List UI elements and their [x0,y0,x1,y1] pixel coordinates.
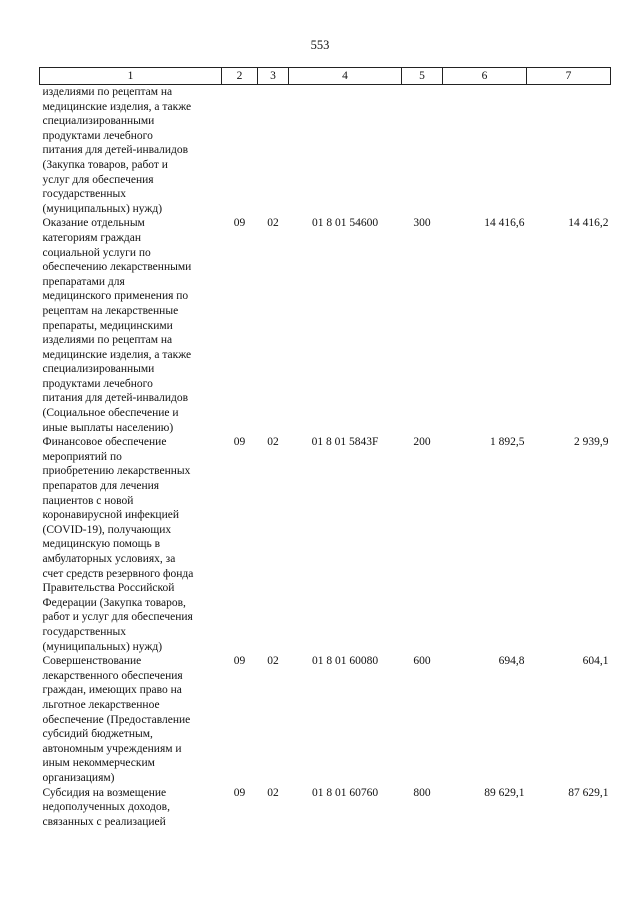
description-line: Совершенствование [42,655,142,668]
description-line: Финансовое обеспечение [42,436,167,449]
budget-table [39,67,611,829]
description-line: обеспечение (Предоставление [42,713,191,726]
description-line: (Социальное обеспечение и [42,407,179,420]
header-cell: 1 [40,68,222,85]
expense-type-cell: 600 [413,655,431,668]
description-line: медицинского применения по [42,290,189,303]
header-cell: 7 [527,68,611,85]
description-line: государственных [42,625,127,638]
amount-cell-col7: 2 939,9 [574,436,609,449]
description-line: государственных [42,188,127,201]
description-line: медицинские изделия, а также [42,100,192,113]
description-cell [40,216,222,435]
description-line: питания для детей-инвалидов [42,144,189,157]
amount-cell-col6 [443,85,527,217]
amount-cell-col6: 89 629,1 [484,786,525,799]
description-line: продуктами лечебного [42,377,153,390]
description-line: (муниципальных) нужд) [42,202,163,215]
description-line: специализированными [42,115,155,128]
description-line: граждан, имеющих право на [42,684,182,697]
description-line: Субсидия на возмещение [42,786,167,799]
description-line: социальной услуги по [42,246,151,259]
description-line: категориям граждан [42,231,142,244]
description-line: счет средств резервного фонда [42,567,194,580]
header-row [40,68,611,85]
description-line: субсидий бюджетным, [42,728,153,741]
section-cell: 09 [233,655,246,668]
description-line: Оказание отдельным [42,217,145,230]
amount-cell-col6: 1 892,5 [490,436,525,449]
description-line: организациям) [42,771,115,784]
description-line: (COVID-19), получающих [42,523,172,536]
description-line: препараты, медицинскими [42,319,173,332]
description-line: недополученных доходов, [42,801,170,814]
header-cell: 3 [258,68,289,85]
target-article-cell: 01 8 01 54600 [311,217,379,230]
header-cell: 4 [289,68,402,85]
expense-type-cell [402,85,443,217]
amount-cell-col7: 87 629,1 [568,786,609,799]
expense-type-cell: 800 [413,786,431,799]
table-row [40,435,611,654]
description-line: мероприятий по [42,450,122,463]
description-line: препаратов для лечения [42,480,160,493]
description-cell [40,654,222,785]
description-line: (Закупка товаров, работ и [42,158,168,171]
description-line: Правительства Российской [42,582,175,595]
description-line: иные выплаты населению) [42,421,174,434]
description-line: Федерации (Закупка товаров, [42,596,186,609]
section-cell: 09 [233,217,246,230]
description-line: иным некоммерческим [42,757,155,770]
table-row [40,786,611,830]
description-line: автономным учреждениям и [42,742,182,755]
subsection-cell: 02 [267,436,279,449]
description-line: коронавирусной инфекцией [42,509,180,522]
target-article-cell: 01 8 01 60080 [311,655,379,668]
description-line: амбулаторных условиях, за [42,553,176,565]
target-article-cell: 01 8 01 60760 [311,786,379,799]
section-cell: 09 [233,786,246,799]
description-line: работ и услуг для обеспечения [42,611,193,624]
description-line: изделиями по рецептам на [42,86,173,98]
table-row [40,85,611,217]
table-row [40,216,611,435]
header-cell: 6 [443,68,527,85]
description-line: рецептам на лекарственные [42,304,179,317]
description-line: изделиями по рецептам на [42,334,173,347]
header-cell: 5 [402,68,443,85]
description-line: (муниципальных) нужд) [42,640,163,653]
description-line: услуг для обеспечения [42,173,154,186]
description-line: пациентов с новой [42,494,134,507]
amount-cell-col7: 14 416,2 [568,217,609,230]
amount-cell-col7: 604,1 [582,655,609,668]
description-line: специализированными [42,363,155,376]
description-line: приобретению лекарственных [42,465,191,478]
table-row [40,654,611,785]
subsection-cell: 02 [267,786,279,799]
description-line: связанных с реализацией [42,815,166,828]
description-line: медицинские изделия, а также [42,348,192,361]
description-cell [40,435,222,654]
description-line: питания для детей-инвалидов [42,392,189,405]
description-line: лекарственного обеспечения [42,669,183,682]
subsection-cell: 02 [267,655,279,668]
description-line: продуктами лечебного [42,129,153,142]
description-line: препаратами для [42,275,125,288]
description-cell [40,85,222,217]
expense-type-cell: 200 [413,436,431,449]
description-line: льготное лекарственное [42,698,160,711]
header-cell: 2 [222,68,258,85]
amount-cell-col6: 694,8 [498,655,525,668]
description-cell [40,786,222,830]
description-line: обеспечению лекарственными [42,261,192,274]
amount-cell-col7 [527,85,611,217]
section-cell [222,85,258,217]
target-article-cell [289,85,402,217]
expense-type-cell: 300 [413,217,431,230]
amount-cell-col6: 14 416,6 [484,217,525,230]
target-article-cell: 01 8 01 5843F [311,436,379,449]
section-cell: 09 [233,436,246,449]
page-number: 553 [310,38,330,52]
subsection-cell [258,85,289,217]
description-line: медицинскую помощь в [42,538,161,551]
subsection-cell: 02 [267,217,279,230]
